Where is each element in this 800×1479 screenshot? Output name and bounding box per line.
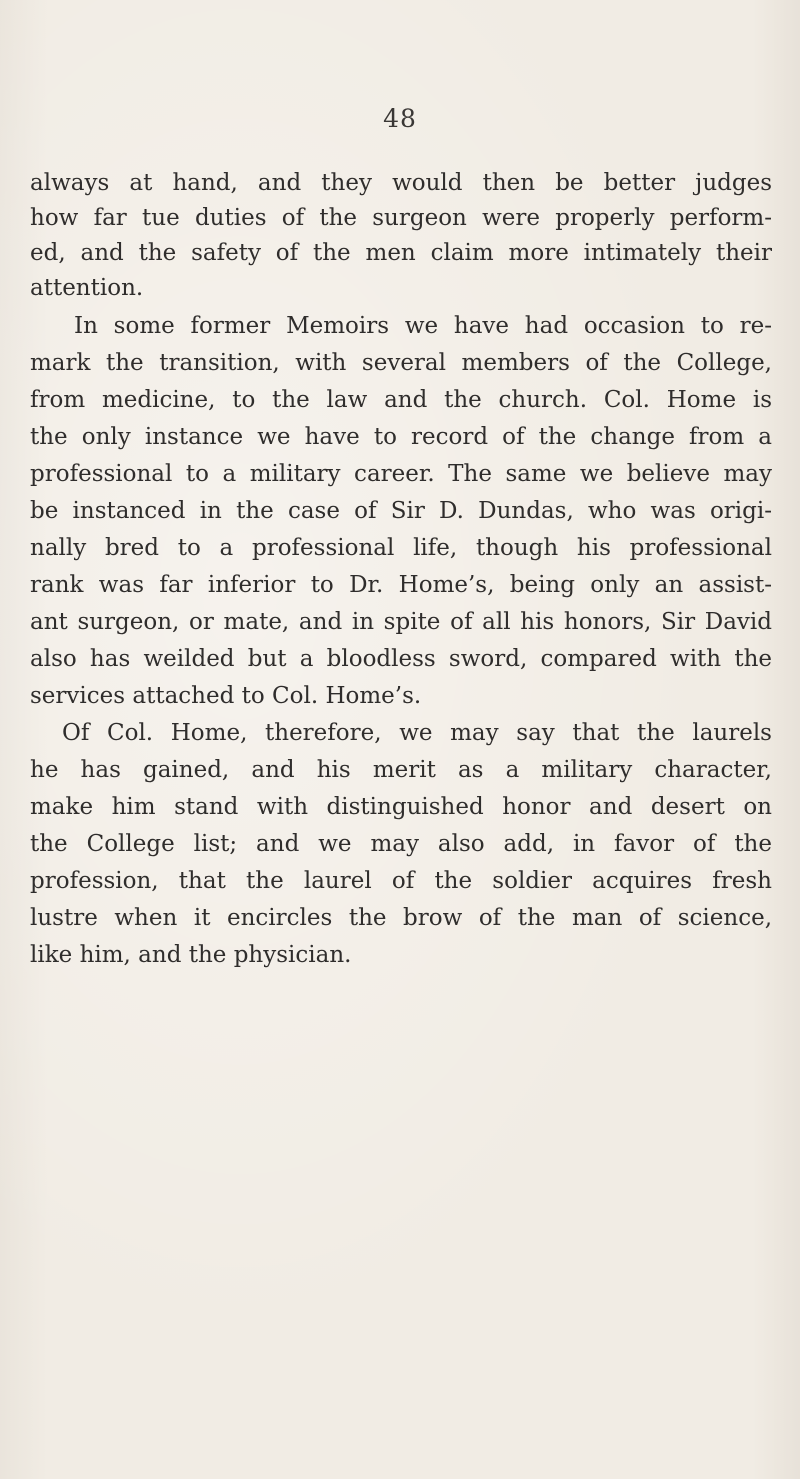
text-line: how far tue duties of the surgeon were properly perform- <box>30 205 772 231</box>
text-line: attention. <box>30 275 144 301</box>
text-line: nally bred to a professional life, though his professional <box>30 535 772 561</box>
text-line: also has weilded but a bloodless sword, compared with the <box>30 646 772 672</box>
text-line: professional to a military career. The same we believe may <box>30 461 772 487</box>
text-line: be instanced in the case of Sir D. Dundas, who was origi- <box>30 498 772 524</box>
text-line: services attached to Col. Home’s. <box>30 683 422 709</box>
text-line: he has gained, and his merit as a military character, <box>30 757 772 783</box>
text-line: ed, and the safety of the men claim more intimately their <box>30 240 772 266</box>
text-line: ant surgeon, or mate, and in spite of all his honors, Sir David <box>30 609 772 635</box>
text-line: make him stand with distinguished honor and desert on <box>30 794 772 820</box>
text-line: like him, and the physician. <box>30 942 352 968</box>
text-line: rank was far inferior to Dr. Home’s, being only an assist- <box>30 572 772 598</box>
text-line: In some former Memoirs we have had occasion to re- <box>74 313 772 339</box>
page-number: 48 <box>383 104 417 133</box>
text-line: lustre when it encircles the brow of the man of science, <box>30 905 772 931</box>
text-line: profession, that the laurel of the soldier acquires fresh <box>30 868 772 894</box>
text-line: from medicine, to the law and the church. Col. Home is <box>30 387 772 413</box>
text-line: the College list; and we may also add, in favor of the <box>30 831 772 857</box>
text-line: always at hand, and they would then be better judges <box>30 170 772 196</box>
text-line: mark the transition, with several members of the College, <box>30 350 772 376</box>
text-line: the only instance we have to record of the change from a <box>30 424 772 450</box>
text-line: Of Col. Home, therefore, we may say that the laurels <box>62 720 772 746</box>
